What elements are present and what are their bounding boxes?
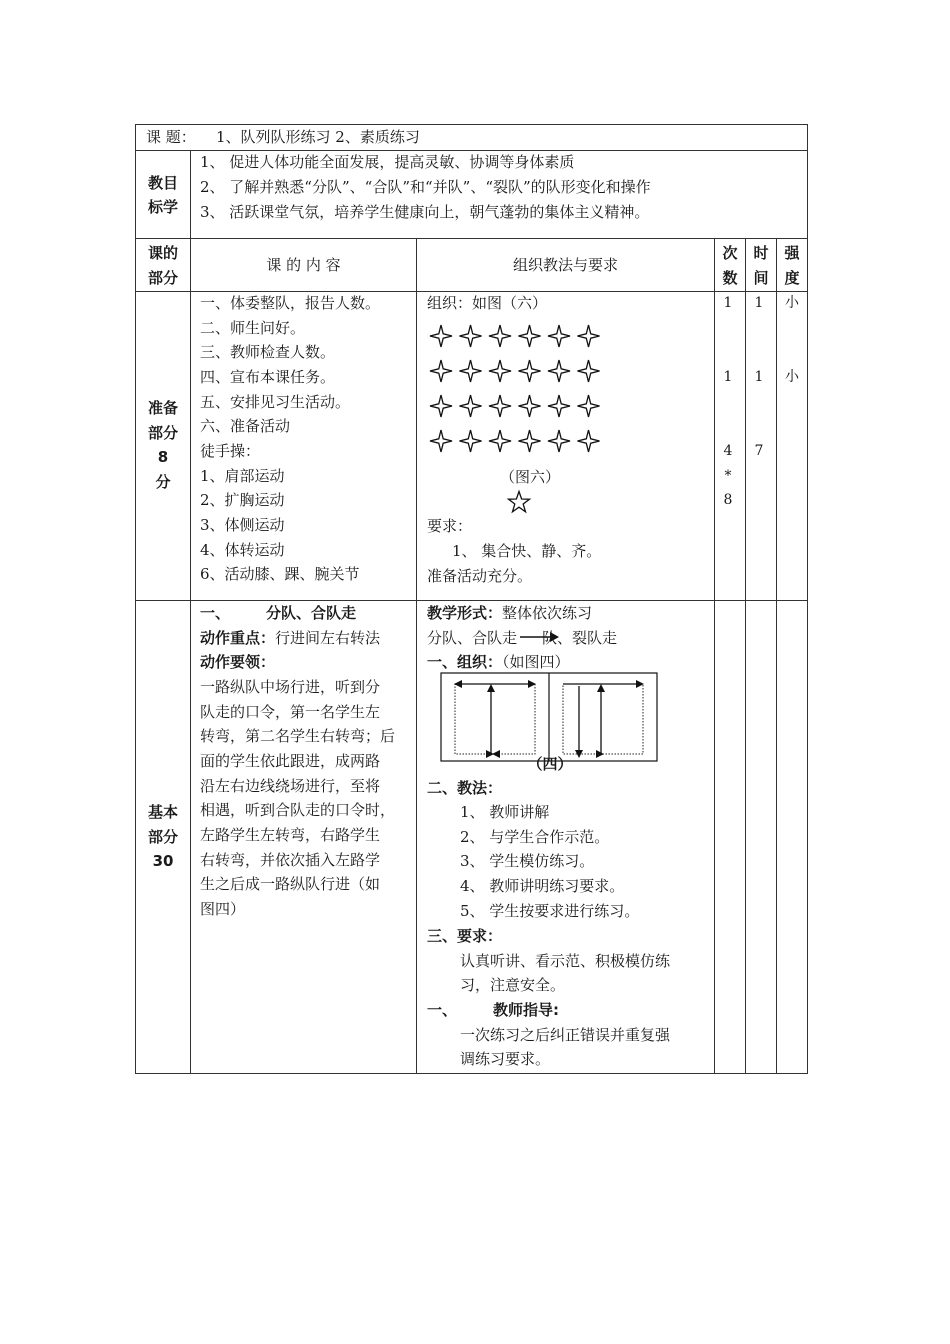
student-star-icon	[460, 395, 482, 417]
prep-content-line: 四、宣布本课任务。	[200, 368, 336, 386]
basic-guide-line: 一次练习之后纠正错误并重复强	[460, 1026, 671, 1044]
header-intensity-line1: 强	[784, 244, 800, 262]
prep-content-line: 六、准备活动	[200, 417, 291, 435]
basic-method-label: 二、教法：	[427, 779, 503, 797]
basic-figure-caption: （四）	[527, 755, 573, 773]
basic-guide-line: 调练习要求。	[460, 1050, 551, 1068]
student-star-icon	[578, 325, 600, 347]
student-star-icon	[430, 430, 452, 452]
essentials-line: 队走的口令，第一名学生左	[200, 703, 381, 721]
prep-section-label: 8	[157, 448, 169, 466]
prep-content-line: 2、扩胸运动	[200, 491, 285, 509]
topic-text: 1、队列队形练习 2、素质练习	[216, 128, 420, 146]
student-star-icon	[430, 395, 452, 417]
prep-content-line: 一、体委整队，报告人数。	[200, 294, 381, 312]
col-divider-content	[416, 238, 417, 1074]
basic-section-label: 部分	[147, 828, 178, 846]
student-star-icon	[460, 360, 482, 382]
basic-req-label: 三、要求：	[427, 927, 503, 945]
essentials-line: 面的学生依此跟进，成两路	[200, 752, 381, 770]
teaching-form-label: 教学形式：	[427, 604, 503, 622]
method-item: 5、 学生按要求进行练习。	[460, 902, 640, 920]
student-star-icon	[489, 325, 511, 347]
basic-req-line: 习，注意安全。	[460, 976, 566, 994]
basic-section-label: 30	[152, 852, 174, 870]
header-section-line1: 课的	[147, 244, 178, 262]
header-method: 组织教法与要求	[512, 256, 618, 274]
basic-essentials-label: 动作要领：	[200, 653, 276, 671]
student-star-icon	[519, 395, 541, 417]
basic-guide-number: 一、	[427, 1001, 458, 1019]
basic-focus	[200, 626, 380, 651]
prep-times-value: 8	[723, 492, 733, 508]
col-divider-section	[190, 150, 191, 1074]
student-star-icon	[578, 360, 600, 382]
prep-content-line: 1、肩部运动	[200, 467, 285, 485]
student-star-icon	[578, 430, 600, 452]
prep-figure-caption: （图六）	[499, 468, 560, 486]
essentials-line: 转弯，第二名学生右转弯；后	[200, 727, 396, 745]
objectives-label-line2: 标学	[147, 198, 178, 216]
student-star-icon	[548, 430, 570, 452]
essentials-line: 图四）	[200, 900, 246, 918]
student-star-icon	[430, 360, 452, 382]
flow-left-text: 分队、合队走	[427, 629, 518, 647]
prep-duration-value: 1	[754, 295, 764, 311]
prep-requirement-item: 准备活动充分。	[427, 567, 533, 585]
student-star-icon	[548, 325, 570, 347]
prep-content-line: 二、师生问好。	[200, 319, 306, 337]
essentials-line: 左路学生左转弯，右路学生	[200, 826, 381, 844]
student-star-icon	[489, 360, 511, 382]
basic-focus-label: 动作重点：	[200, 629, 276, 647]
student-star-icon	[489, 395, 511, 417]
basic-title-number: 一、	[200, 604, 231, 622]
student-star-icon	[519, 360, 541, 382]
col-divider-duration	[776, 238, 777, 1074]
student-star-icon	[548, 360, 570, 382]
essentials-line: 右转弯，并依次插入左路学	[200, 851, 381, 869]
teaching-form-text: 整体依次练习	[502, 604, 593, 622]
col-divider-times	[745, 238, 746, 1074]
basic-focus-text: 行进间左右转法	[275, 629, 381, 647]
prep-content-line: 6、活动膝、踝、腕关节	[200, 565, 360, 583]
header-times-line2: 数	[722, 269, 738, 287]
header-duration-line2: 间	[753, 269, 769, 287]
method-item: 3、 学生模仿练习。	[460, 852, 595, 870]
prep-org-label: 组织：如图（六）	[427, 294, 548, 312]
prep-times-value: *	[724, 468, 732, 484]
header-duration-line1: 时	[753, 244, 769, 262]
prep-content-line: 4、体转运动	[200, 541, 285, 559]
formation-diagram-figure4	[440, 672, 660, 764]
prep-content-line: 3、体侧运动	[200, 516, 285, 534]
student-star-icon	[519, 430, 541, 452]
essentials-line: 一路纵队中场行进，听到分	[200, 678, 381, 696]
prep-times-value: 1	[723, 295, 733, 311]
prep-content-line: 徒手操：	[200, 442, 261, 460]
flow-right-text: 队、裂队走	[542, 629, 618, 647]
row-divider-objectives	[135, 238, 808, 239]
student-star-icon	[460, 325, 482, 347]
basic-guide-label: 教师指导:	[493, 1001, 559, 1019]
teacher-star-icon	[507, 490, 531, 514]
student-star-icon	[519, 325, 541, 347]
prep-section-label: 部分	[147, 424, 178, 442]
basic-req-line: 认真听讲、看示范、积极模仿练	[460, 952, 671, 970]
prep-requirement-label: 要求：	[427, 517, 473, 535]
prep-intensity-value: 小	[785, 369, 799, 385]
essentials-line: 相遇，听到合队走的口令时，	[200, 801, 396, 819]
prep-content-line: 三、教师检查人数。	[200, 343, 336, 361]
formation-star-grid	[427, 320, 607, 460]
prep-duration-value: 1	[754, 369, 764, 385]
essentials-line: 生之后成一路纵队行进（如	[200, 875, 381, 893]
method-item: 1、 教师讲解	[460, 803, 550, 821]
table-border-right	[807, 124, 808, 1074]
topic-label: 课 题：	[146, 128, 196, 146]
student-star-icon	[578, 395, 600, 417]
student-star-icon	[548, 395, 570, 417]
method-item: 4、 教师讲明练习要求。	[460, 877, 625, 895]
objective-item: 1、 促进人体功能全面发展，提高灵敏、协调等身体素质	[200, 153, 575, 171]
table-border-bottom	[135, 1073, 808, 1074]
objective-item: 3、 活跃课堂气氛，培养学生健康向上，朝气蓬勃的集体主义精神。	[200, 203, 650, 221]
prep-section-label: 准备	[147, 399, 178, 417]
objective-item: 2、 了解并熟悉“分队”、“合队”和“并队”、“裂队”的队形变化和操作	[200, 178, 651, 196]
teaching-form	[427, 601, 592, 626]
objectives-label-line1: 教目	[147, 174, 178, 192]
basic-org-text: （如图四）	[502, 653, 570, 671]
header-content: 课 的 内 容	[266, 256, 341, 274]
student-star-icon	[460, 430, 482, 452]
prep-times-value: 4	[723, 443, 733, 459]
basic-org-label: 一、组织：	[427, 653, 503, 671]
method-item: 2、 与学生合作示范。	[460, 828, 610, 846]
prep-requirement-item: 1、 集合快、静、齐。	[452, 542, 602, 560]
prep-section-label: 分	[155, 473, 171, 491]
basic-title: 分队、合队走	[266, 604, 357, 622]
header-times-line1: 次	[722, 244, 738, 262]
prep-times-value: 1	[723, 369, 733, 385]
header-intensity-line2: 度	[784, 269, 800, 287]
basic-org	[427, 650, 570, 675]
prep-duration-value: 7	[754, 443, 764, 459]
basic-section-label: 基本	[147, 803, 178, 821]
prep-content-line: 五、安排见习生活动。	[200, 393, 351, 411]
col-divider-method	[714, 238, 715, 1074]
essentials-line: 沿左右边线绕场进行，至将	[200, 777, 381, 795]
prep-intensity-value: 小	[785, 295, 799, 311]
student-star-icon	[489, 430, 511, 452]
student-star-icon	[430, 325, 452, 347]
header-section-line2: 部分	[147, 269, 178, 287]
